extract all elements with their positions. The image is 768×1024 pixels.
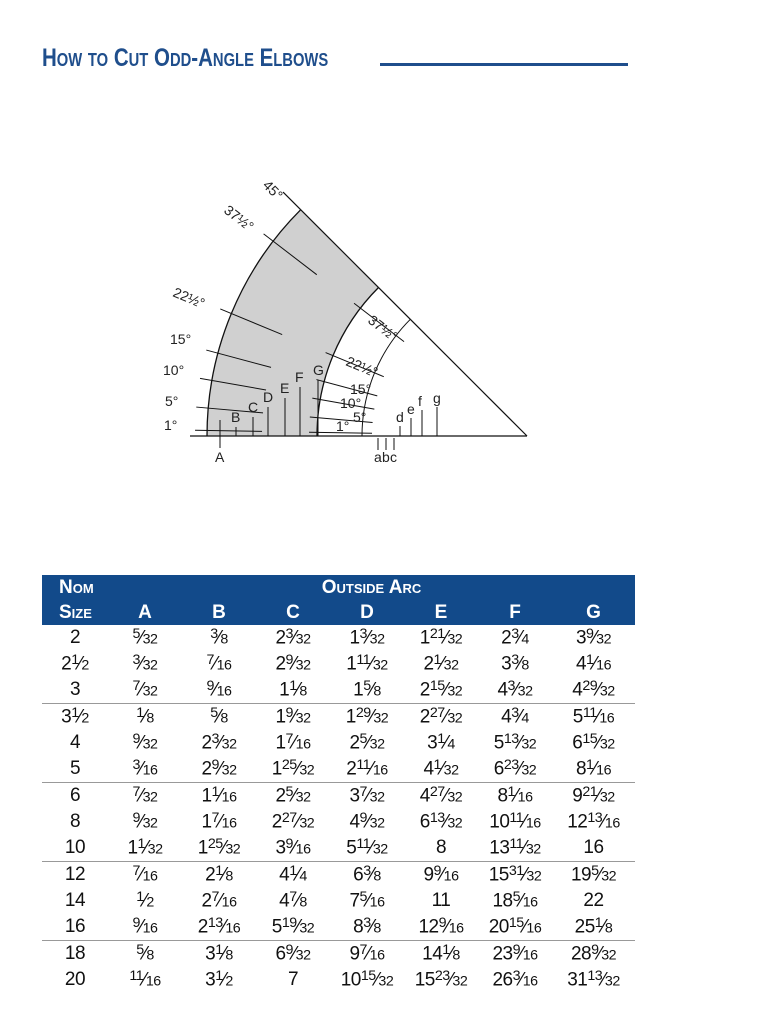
nom-size-cell: 2 (69, 627, 81, 648)
arc-cell: $4^7⁄8$ (279, 889, 307, 912)
arc-cell: $15^{31}⁄32$ (478, 862, 552, 889)
arc-cell: $1^{29}⁄32$ (330, 704, 404, 731)
table-row (42, 835, 635, 862)
arc-cell: $4^3⁄4$ (478, 704, 552, 731)
outer-arc-letter: G (313, 362, 324, 378)
table-row (42, 888, 635, 914)
arc-cell: $2^3⁄32$ (275, 626, 311, 649)
arc-cell: $^5$⁄32 (132, 626, 158, 649)
arc-cell: $^3$⁄16 (132, 757, 158, 780)
arc-cell: $1^1⁄8$ (279, 678, 307, 701)
arc-cell: $8^3⁄8$ (353, 915, 381, 938)
nom-size-cell: 6 (42, 783, 108, 810)
arc-cell: $2^7⁄16$ (201, 889, 237, 912)
arc-cell: $10^{11}⁄16$ (489, 810, 541, 833)
arc-cell: $^5$⁄8 (182, 704, 256, 731)
nom-size-cell: $2^1⁄2$ (61, 652, 89, 675)
arc-cell: $3^3⁄8$ (501, 652, 529, 675)
arc-cell: $^3$⁄8 (210, 626, 228, 649)
arc-cell: $4^{29}⁄32$ (572, 678, 615, 701)
arc-cell: $26^3⁄16$ (492, 968, 538, 991)
arc-cell: $7^5⁄16$ (349, 889, 385, 912)
arc-cell: $^{11}$⁄16 (129, 968, 161, 991)
header-col-f: F (478, 600, 552, 625)
arc-cell: $9^{21}⁄32$ (552, 783, 635, 810)
table-row (42, 914, 635, 941)
header-col-e: E (404, 600, 478, 625)
title-text: How to Cut Odd-Angle Elbows (42, 44, 329, 72)
nom-size-cell: 4 (69, 732, 81, 753)
arc-cell: $1^{25}⁄32$ (271, 757, 315, 780)
nom-size-cell: 5 (69, 758, 81, 779)
arc-cell: $^1$⁄8 (108, 704, 182, 731)
header-row-1 (42, 575, 635, 600)
arc-cell: 16 (583, 837, 604, 858)
nom-size-cell: 16 (64, 916, 86, 937)
table-row (42, 651, 635, 677)
elbow-cut-diagram (0, 150, 768, 490)
arc-cell: $2^{15}⁄32$ (419, 678, 463, 701)
nom-size-cell: 8 (69, 811, 81, 832)
outer-angle-label: 22½° (170, 283, 208, 312)
arc-cell: $1^7⁄16$ (201, 810, 237, 833)
inner-arc-letter: d (396, 409, 404, 425)
arc-cell: $5^{11}⁄16$ (552, 704, 635, 731)
arc-cell: $12^{13}⁄16$ (567, 810, 620, 833)
arc-cell: $10^{15}⁄32$ (340, 968, 394, 991)
arc-cell: $3^1⁄2$ (205, 968, 233, 991)
nom-size-cell: 14 (64, 890, 86, 911)
arc-cell: $^9$⁄16 (132, 915, 158, 938)
header-row-2 (42, 600, 635, 625)
header-nom: Nom (42, 575, 108, 600)
arc-cell: $2^5⁄32$ (349, 731, 385, 754)
arc-cell: $9^9⁄16$ (404, 862, 478, 889)
table-row (42, 730, 635, 756)
inner-arc-letter: a (374, 449, 382, 465)
arc-cell: $4^9⁄32$ (349, 810, 385, 833)
outer-arc-letter: A (215, 449, 225, 465)
nom-size-cell: 18 (42, 941, 108, 968)
header-col-b: B (182, 600, 256, 625)
arc-cell: $2^{11}⁄16$ (346, 757, 388, 780)
arc-cell: $4^3⁄32$ (497, 678, 533, 701)
arc-cell: $1^{11}⁄32$ (346, 652, 388, 675)
table-row (42, 704, 635, 731)
arc-cell: $3^1⁄4$ (427, 731, 455, 754)
arc-cell: $6^9⁄32$ (256, 941, 330, 968)
table-row (42, 941, 635, 968)
title-rule (380, 63, 628, 66)
arc-cell: $^7$⁄32 (108, 783, 182, 810)
table-body (42, 625, 635, 993)
inner-arc-letter: f (418, 393, 422, 409)
table-row (42, 783, 635, 810)
arc-cell: $3^9⁄32$ (575, 626, 612, 649)
arc-cell: $1^1⁄16$ (182, 783, 256, 810)
inner-angle-label: 5° (353, 409, 367, 425)
table-row (42, 862, 635, 889)
arc-cell: $6^3⁄8$ (330, 862, 404, 889)
inner-angle-label: 15° (350, 381, 372, 397)
arc-cell: $^9$⁄16 (206, 678, 232, 701)
inner-arc-letter: e (407, 401, 415, 417)
table-row (42, 809, 635, 835)
arc-cell: $6^{13}⁄32$ (419, 810, 463, 833)
header-col-a: A (108, 600, 182, 625)
header-col-c: C (256, 600, 330, 625)
arc-cell: $2^3⁄4$ (501, 626, 529, 649)
outer-angle-label: 1° (164, 417, 178, 433)
outer-angle-label: 15° (170, 331, 192, 347)
nom-size-cell: $3^1⁄2$ (42, 704, 108, 731)
arc-cell: 8 (435, 837, 447, 858)
inner-arc-letter: g (433, 390, 441, 406)
arc-cell: $4^1⁄32$ (423, 757, 459, 780)
arc-cell: $6^{15}⁄32$ (572, 731, 615, 754)
arc-cell: 22 (583, 890, 604, 911)
nom-size-cell: 12 (42, 862, 108, 889)
table-row (42, 756, 635, 783)
header-col-d: D (330, 600, 404, 625)
arc-cell: $3^1⁄8$ (182, 941, 256, 968)
arc-cell: $12^9⁄16$ (418, 915, 464, 938)
arc-cell: $2^{27}⁄32$ (271, 810, 315, 833)
arc-cell: $2^1⁄8$ (182, 862, 256, 889)
arc-cell: $4^1⁄16$ (575, 652, 612, 675)
outer-angle-label: 5° (165, 393, 179, 409)
arc-cell: $4^{27}⁄32$ (404, 783, 478, 810)
inner-arc-letter: b (382, 449, 390, 465)
arc-cell: $31^{13}⁄32$ (567, 968, 620, 991)
outer-arc-letter: D (263, 389, 274, 405)
arc-cell: $^9$⁄32 (132, 810, 158, 833)
arc-cell: $^7$⁄16 (108, 862, 182, 889)
arc-cell: $14^1⁄8$ (404, 941, 478, 968)
arc-cell: 7 (287, 969, 299, 990)
arc-cell: $2^3⁄32$ (201, 731, 237, 754)
arc-cell: $13^{11}⁄32$ (489, 836, 541, 859)
arc-cell: $28^9⁄32$ (552, 941, 635, 968)
inner-angle-label: 22½° (343, 352, 381, 381)
arc-cell: $^7$⁄32 (132, 678, 158, 701)
arc-cell: $15^{23}⁄32$ (414, 968, 468, 991)
arc-cell: $9^7⁄16$ (330, 941, 404, 968)
outer-arc-letter: B (231, 409, 241, 425)
inner-angle-label: 37½° (365, 311, 401, 345)
arc-cell: $1^7⁄16$ (275, 731, 311, 754)
arc-cell: $20^{15}⁄16$ (488, 915, 542, 938)
inner-angle-label: 1° (336, 418, 350, 434)
arc-cell: $8^1⁄16$ (478, 783, 552, 810)
arc-cell: $2^{27}⁄32$ (404, 704, 478, 731)
arc-cell: $^1$⁄2 (136, 889, 154, 912)
arc-cell: $1^1⁄32$ (127, 836, 163, 859)
arc-cell: $8^1⁄16$ (575, 757, 612, 780)
arc-cell: $6^{23}⁄32$ (493, 757, 537, 780)
arc-cell: $^3$⁄32 (132, 652, 158, 675)
arc-cell: $5^{13}⁄32$ (493, 731, 537, 754)
arc-cell: $2^5⁄32$ (256, 783, 330, 810)
arc-cell: $1^3⁄32$ (349, 626, 385, 649)
inner-arc-letter: c (390, 449, 397, 465)
outer-arc-letter: C (248, 399, 259, 415)
arc-cell: $5^{19}⁄32$ (271, 915, 315, 938)
inner-angle-label: 10° (340, 395, 362, 411)
arc-cell: $1^{21}⁄32$ (419, 626, 463, 649)
arc-cell: $19^5⁄32$ (552, 862, 635, 889)
arc-cell: $2^9⁄32$ (201, 757, 237, 780)
arc-cell: $18^5⁄16$ (492, 889, 538, 912)
arc-cell: $^7$⁄16 (206, 652, 232, 675)
outer-angle-label: 10° (163, 362, 185, 378)
arc-cell: $1^{25}⁄32$ (197, 836, 241, 859)
header-col-g: G (552, 600, 635, 625)
outer-angle-label: 45° (259, 176, 287, 204)
arc-cell: $^5$⁄8 (108, 941, 182, 968)
nom-size-cell: 10 (64, 837, 86, 858)
outer-arc-letter: E (280, 380, 290, 396)
header-size: Size (42, 600, 108, 625)
arc-cell: $^9$⁄32 (132, 731, 158, 754)
outer-angle-label: 37½° (221, 201, 257, 235)
arc-cell: $1^9⁄32$ (256, 704, 330, 731)
arc-cell: 11 (431, 890, 451, 911)
arc-cell: $5^{11}⁄32$ (346, 836, 388, 859)
outer-arc-letter: F (295, 369, 304, 385)
arc-cell: $25^1⁄8$ (574, 915, 613, 938)
arc-cell: $2^1⁄32$ (423, 652, 459, 675)
arc-cell: $23^9⁄16$ (478, 941, 552, 968)
arc-cell: $3^7⁄32$ (330, 783, 404, 810)
nom-size-cell: 3 (69, 679, 81, 700)
arc-cell: $3^9⁄16$ (275, 836, 311, 859)
arc-cell: $1^5⁄8$ (353, 678, 381, 701)
arc-cell: $4^1⁄4$ (256, 862, 330, 889)
arc-cell: $2^{13}⁄16$ (197, 915, 241, 938)
table-row (42, 625, 635, 651)
arc-cell: $2^9⁄32$ (275, 652, 311, 675)
table-row (42, 677, 635, 704)
nom-size-cell: 20 (64, 969, 86, 990)
header-outside-arc: Outside Arc (108, 575, 635, 600)
table-row (42, 967, 635, 993)
outside-arc-table (42, 575, 635, 993)
